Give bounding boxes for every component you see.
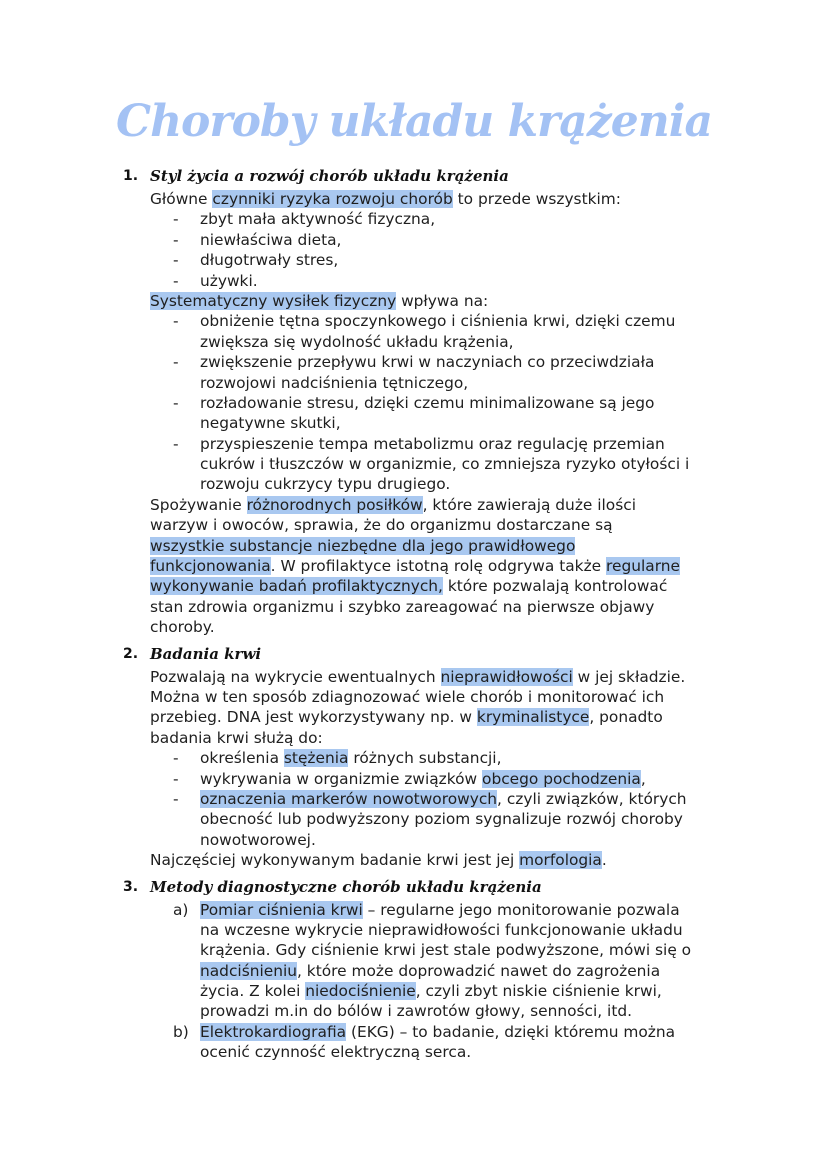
- text-segment: Spożywanie: [150, 495, 247, 514]
- line-text: [150, 667, 685, 687]
- text-segment: cukrów i tłuszczów w organizmie, co zmniejsza ryzyko otyłości i: [200, 455, 690, 474]
- lettered-continuation: [0, 1001, 828, 1021]
- text-segment: rozwoju cukrzycy typu drugiego.: [200, 475, 451, 494]
- line-text: [150, 495, 636, 515]
- highlighted-text: Systematyczny wysiłek fizyczny: [150, 291, 397, 310]
- bullet-item: [0, 393, 828, 413]
- text-segment: warzyw i owoców, sprawia, że do organizmu dostarczane są: [150, 516, 613, 535]
- text-segment: nowotworowej.: [200, 830, 316, 849]
- line-text: [150, 850, 607, 870]
- list-marker: a): [173, 900, 189, 919]
- line-text: [200, 373, 468, 393]
- text-segment: Badania krwi: [150, 644, 262, 663]
- text-segment: wykrywania w organizmie związków: [200, 769, 483, 788]
- text-segment: obniżenie tętna spoczynkowego i ciśnienia krwi, dzięki czemu: [200, 312, 676, 331]
- highlighted-text: morfologia: [519, 851, 602, 870]
- highlighted-text: kryminalistyce: [476, 708, 590, 727]
- highlighted-text: różnorodnych posiłków: [246, 495, 423, 514]
- text-segment: Główne: [150, 190, 213, 208]
- section-heading: [0, 874, 828, 900]
- line-text: [150, 536, 575, 556]
- line-text: [200, 454, 689, 474]
- text-segment: to przede wszystkim:: [452, 190, 621, 208]
- paragraph-line: [0, 667, 828, 687]
- bullet-item: [0, 789, 828, 809]
- text-segment: Pozwalają na wykrycie ewentualnych: [150, 667, 441, 686]
- text-segment: rozwojowi nadciśnienia tętniczego,: [200, 373, 469, 392]
- paragraph-line: [0, 495, 828, 515]
- list-marker: -: [173, 210, 179, 229]
- text-segment: choroby.: [150, 618, 215, 637]
- text-segment: , które może doprowadzić nawet do zagrożenia: [297, 961, 661, 980]
- highlighted-text: wykonywanie badań profilaktycznych,: [150, 577, 443, 596]
- line-text: [200, 1042, 471, 1062]
- document-title: Choroby układu krążenia: [116, 96, 712, 147]
- bullet-item: [0, 230, 828, 250]
- line-text: [200, 311, 675, 331]
- text-segment: życia. Z kolei: [200, 982, 306, 1001]
- line-text: [200, 352, 654, 372]
- list-marker: -: [173, 312, 179, 331]
- bullet-continuation: [0, 809, 828, 829]
- bullet-item: [0, 250, 828, 270]
- text-segment: Najczęściej wykonywanym badanie krwi jest jej: [150, 851, 520, 870]
- text-segment: które pozwalają kontrolować: [442, 577, 668, 596]
- line-text: [200, 769, 646, 789]
- line-text: [200, 981, 662, 1001]
- line-text: [200, 748, 501, 768]
- text-segment: stan zdrowia organizmu i szybko zareagować na pierwsze objawy: [150, 597, 655, 616]
- line-text: [200, 250, 338, 270]
- line-text: [150, 576, 667, 596]
- text-segment: ocenić czynność elektryczną serca.: [200, 1043, 472, 1062]
- line-text: [200, 809, 683, 829]
- section-number: 3.: [123, 878, 139, 895]
- text-segment: negatywne skutki,: [200, 414, 341, 433]
- lettered-continuation: [0, 1042, 828, 1062]
- line-text: [200, 413, 341, 433]
- lettered-continuation: [0, 920, 828, 940]
- text-segment: . W profilaktyce istotną rolę odgrywa także: [270, 557, 607, 576]
- paragraph-line: [0, 291, 828, 311]
- text-segment: różnych substancji,: [348, 749, 502, 768]
- bullet-item: [0, 209, 828, 229]
- list-marker: -: [173, 434, 179, 453]
- text-segment: , ponadto: [589, 708, 663, 727]
- highlighted-text: niedociśnienie: [305, 982, 416, 1001]
- line-text: [200, 332, 514, 352]
- text-segment: obecność lub podwyższony poziom sygnalizuje rozwój choroby: [200, 810, 683, 829]
- section-heading: [0, 163, 828, 189]
- line-text: [200, 961, 660, 981]
- text-segment: rozładowanie stresu, dzięki czemu minimalizowane są jego: [200, 393, 655, 412]
- line-text: [150, 728, 323, 748]
- line-text: [150, 687, 664, 707]
- text-segment: – regularne jego monitorowanie pozwala: [362, 900, 680, 919]
- paragraph-line: [0, 556, 828, 576]
- text-segment: długotrwały stres,: [200, 251, 339, 270]
- highlighted-text: regularne: [606, 557, 681, 576]
- highlighted-text: funkcjonowania: [150, 557, 271, 576]
- text-segment: (EKG) – to badanie, dzięki któremu można: [346, 1022, 676, 1041]
- lettered-item: [0, 900, 828, 920]
- line-text: [200, 271, 258, 291]
- paragraph-line: [0, 515, 828, 535]
- line-text: [200, 830, 316, 850]
- list-marker: -: [173, 353, 179, 372]
- text-segment: Styl życia a rozwój chorób układu krążenia: [150, 167, 509, 185]
- paragraph-line: [0, 850, 828, 870]
- line-text: [150, 515, 613, 535]
- text-segment: zwiększa się wydolność układu krążenia,: [200, 332, 514, 351]
- lettered-continuation: [0, 981, 828, 1001]
- highlighted-text: obcego pochodzenia: [482, 769, 641, 788]
- list-marker: -: [173, 230, 179, 249]
- list-marker: -: [173, 251, 179, 270]
- text-segment: .: [601, 851, 607, 870]
- line-text: [200, 1022, 675, 1042]
- list-marker: -: [173, 749, 179, 768]
- text-segment: ,: [640, 769, 646, 788]
- line-text: [150, 707, 663, 727]
- highlighted-text: wszystkie substancje niezbędne dla jego prawidłowego: [150, 536, 576, 555]
- text-segment: używki.: [200, 271, 258, 290]
- highlighted-text: nieprawidłowości: [440, 667, 573, 686]
- highlighted-text: czynniki ryzyka rozwoju chorób: [212, 190, 453, 208]
- paragraph-line: [0, 617, 828, 637]
- bullet-item: [0, 352, 828, 372]
- section-heading: [0, 641, 828, 667]
- line-text: [200, 789, 687, 809]
- line-text: [200, 940, 691, 960]
- line-text: [200, 434, 665, 454]
- bullet-item: [0, 271, 828, 291]
- lettered-continuation: [0, 961, 828, 981]
- text-segment: badania krwi służą do:: [150, 728, 323, 747]
- document-body: [0, 160, 828, 1063]
- text-segment: krążenia. Gdy ciśnienie krwi jest stale podwyższone, mówi się o: [200, 941, 692, 960]
- text-segment: przyspieszenie tempa metabolizmu oraz regulację przemian: [200, 434, 665, 453]
- line-text: [150, 291, 488, 311]
- paragraph-line: [0, 536, 828, 556]
- highlighted-text: oznaczenia markerów nowotworowych: [200, 789, 498, 808]
- bullet-item: [0, 434, 828, 454]
- text-segment: w jej składzie.: [572, 667, 686, 686]
- text-segment: prowadzi m.in do bólów i zawrotów głowy, senności, itd.: [200, 1002, 633, 1021]
- text-segment: Metody diagnostyczne chorób układu krążenia: [150, 877, 542, 896]
- line-text: [150, 556, 680, 576]
- highlighted-text: nadciśnieniu: [200, 961, 297, 980]
- paragraph-line: [0, 728, 828, 748]
- line-text: [150, 617, 215, 637]
- line-text: [200, 230, 341, 250]
- text-segment: zbyt mała aktywność fizyczna,: [200, 210, 436, 229]
- line-text: [150, 597, 654, 617]
- paragraph-line: [0, 687, 828, 707]
- list-marker: -: [173, 769, 179, 788]
- list-marker: b): [173, 1022, 189, 1041]
- text-segment: , czyli związków, których: [497, 789, 687, 808]
- line-text: [200, 900, 680, 920]
- text-segment: na wczesne wykrycie nieprawidłowości funkcjonowanie układu: [200, 920, 683, 939]
- bullet-continuation: [0, 454, 828, 474]
- highlighted-text: stężenia: [283, 749, 349, 768]
- lettered-continuation: [0, 940, 828, 960]
- paragraph-line: [0, 576, 828, 596]
- highlighted-text: Elektrokardiografia: [200, 1022, 347, 1041]
- line-text: [150, 874, 542, 900]
- text-segment: niewłaściwa dieta,: [200, 230, 342, 249]
- text-segment: wpływa na:: [396, 291, 489, 310]
- text-segment: Można w ten sposób zdiagnozować wiele chorób i monitorować ich: [150, 687, 665, 706]
- bullet-continuation: [0, 474, 828, 494]
- list-marker: -: [173, 789, 179, 808]
- text-segment: , które zawierają duże ilości: [422, 495, 636, 514]
- list-marker: -: [173, 393, 179, 412]
- highlighted-text: Pomiar ciśnienia krwi: [200, 900, 363, 919]
- text-segment: określenia: [200, 749, 284, 768]
- bullet-item: [0, 748, 828, 768]
- paragraph-line: [0, 189, 828, 209]
- bullet-continuation: [0, 332, 828, 352]
- section-number: 1.: [123, 168, 139, 184]
- bullet-item: [0, 311, 828, 331]
- text-segment: zwiększenie przepływu krwi w naczyniach co przeciwdziała: [200, 353, 655, 372]
- text-segment: przebieg. DNA jest wykorzystywany np. w: [150, 708, 477, 727]
- bullet-continuation: [0, 373, 828, 393]
- bullet-continuation: [0, 413, 828, 433]
- paragraph-line: [0, 597, 828, 617]
- paragraph-line: [0, 707, 828, 727]
- line-text: [150, 163, 509, 189]
- line-text: [200, 1001, 632, 1021]
- line-text: [150, 189, 621, 209]
- bullet-continuation: [0, 830, 828, 850]
- line-text: [200, 474, 450, 494]
- list-marker: -: [173, 271, 179, 290]
- line-text: [200, 393, 654, 413]
- text-segment: , czyli zbyt niskie ciśnienie krwi,: [415, 982, 662, 1001]
- line-text: [200, 920, 683, 940]
- lettered-item: [0, 1022, 828, 1042]
- bullet-item: [0, 769, 828, 789]
- section-number: 2.: [123, 645, 139, 662]
- line-text: [150, 641, 261, 667]
- line-text: [200, 209, 435, 229]
